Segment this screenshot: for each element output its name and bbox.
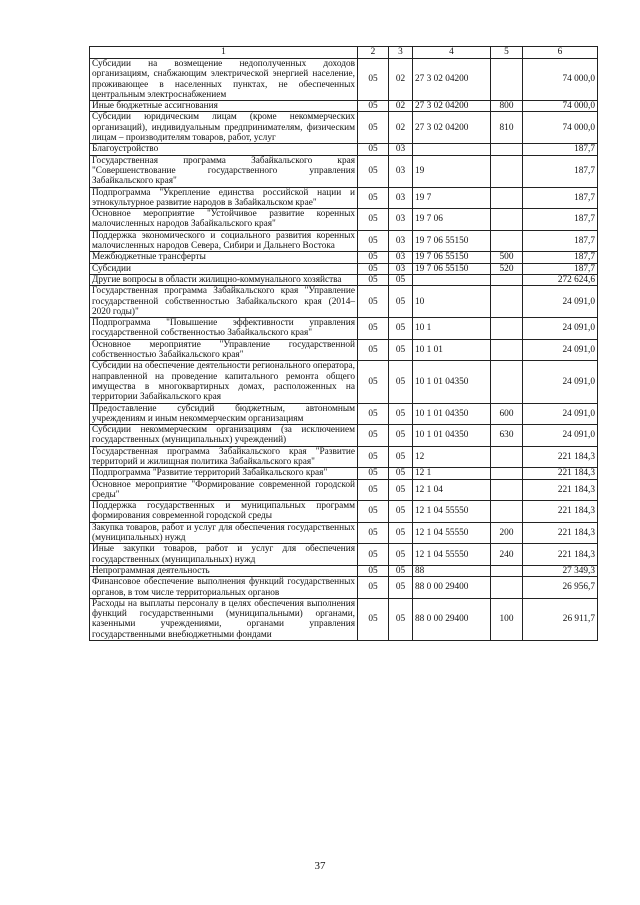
- row-subsection-cell: 05: [389, 339, 413, 361]
- row-target-article-cell: 10 1 01 04350: [413, 361, 491, 403]
- row-expense-type-cell: [491, 230, 523, 252]
- row-section-cell: 05: [358, 144, 389, 155]
- header-cell-section: 2: [358, 47, 389, 59]
- row-name-cell: Расходы на выплаты персоналу в целях обеспечения выполнения функций государственными (муниципальными) органами, казенными учреждениями, органами управления государственными внебюджетными фондами: [90, 598, 358, 640]
- row-name-cell: Субсидии юридическим лицам (кроме некоммерческих организаций), индивидуальным предпринимателям, физическим лицам – производителям товаров, работ, услуг: [90, 112, 358, 144]
- table-row: [90, 101, 598, 112]
- header-cell-amount: 6: [523, 47, 598, 59]
- row-expense-type-cell: [491, 59, 523, 101]
- row-subsection-cell: 05: [389, 274, 413, 285]
- row-amount-cell: 187,7: [523, 187, 598, 209]
- table-row: [90, 318, 598, 340]
- row-subsection-cell: 02: [389, 112, 413, 144]
- row-target-article-cell: 12 1 04 55550: [413, 522, 491, 544]
- row-target-article-cell: 27 3 02 04200: [413, 59, 491, 101]
- row-section-cell: 05: [358, 252, 389, 263]
- row-target-article-cell: 10: [413, 286, 491, 318]
- row-target-article-cell: 10 1 01 04350: [413, 403, 491, 425]
- row-target-article-cell: 27 3 02 04200: [413, 112, 491, 144]
- table-row: [90, 544, 598, 566]
- row-amount-cell: 24 091,0: [523, 361, 598, 403]
- row-expense-type-cell: 100: [491, 598, 523, 640]
- row-name-cell: Субсидии на возмещение недополученных доходов организациям, снабжающим электрической энергией население, проживающее в населенных пунктах, не обеспеченных центральным электроснабжением: [90, 59, 358, 101]
- row-target-article-cell: 19: [413, 155, 491, 187]
- table-row: [90, 187, 598, 209]
- row-section-cell: 05: [358, 425, 389, 447]
- row-target-article-cell: 88 0 00 29400: [413, 577, 491, 599]
- row-subsection-cell: 05: [389, 425, 413, 447]
- row-target-article-cell: 19 7 06 55150: [413, 230, 491, 252]
- table-row: [90, 230, 598, 252]
- row-expense-type-cell: [491, 479, 523, 501]
- row-amount-cell: 187,7: [523, 263, 598, 274]
- table-row: [90, 59, 598, 101]
- row-name-cell: Государственная программа Забайкальского края "Управление государственной собственностью Забайкальского края (2014–2020 годы)": [90, 286, 358, 318]
- row-amount-cell: 221 184,3: [523, 522, 598, 544]
- row-subsection-cell: 03: [389, 230, 413, 252]
- row-amount-cell: 24 091,0: [523, 425, 598, 447]
- row-amount-cell: 221 184,3: [523, 446, 598, 468]
- table-row: [90, 598, 598, 640]
- row-name-cell: Субсидии: [90, 263, 358, 274]
- row-subsection-cell: 05: [389, 479, 413, 501]
- row-subsection-cell: 03: [389, 155, 413, 187]
- table-row: [90, 274, 598, 285]
- row-section-cell: 05: [358, 479, 389, 501]
- row-target-article-cell: 19 7 06 55150: [413, 263, 491, 274]
- row-section-cell: 05: [358, 361, 389, 403]
- row-section-cell: 05: [358, 101, 389, 112]
- row-subsection-cell: 05: [389, 468, 413, 479]
- row-section-cell: 05: [358, 318, 389, 340]
- row-amount-cell: 24 091,0: [523, 318, 598, 340]
- row-expense-type-cell: 600: [491, 403, 523, 425]
- header-cell-expense-type: 5: [491, 47, 523, 59]
- row-name-cell: Субсидии некоммерческим организациям (за исключением государственных (муниципальных) учреждений): [90, 425, 358, 447]
- row-target-article-cell: 12 1 04 55550: [413, 501, 491, 523]
- row-subsection-cell: 05: [389, 286, 413, 318]
- row-amount-cell: 74 000,0: [523, 101, 598, 112]
- row-subsection-cell: 02: [389, 59, 413, 101]
- table-row: [90, 361, 598, 403]
- page-number: 37: [314, 860, 326, 872]
- row-expense-type-cell: [491, 577, 523, 599]
- row-name-cell: Основное мероприятие "Формирование современной городской среды": [90, 479, 358, 501]
- row-name-cell: Финансовое обеспечение выполнения функций государственных органов, в том числе территориальных органов: [90, 577, 358, 599]
- row-subsection-cell: 03: [389, 209, 413, 231]
- row-section-cell: 05: [358, 522, 389, 544]
- row-target-article-cell: 12: [413, 446, 491, 468]
- row-target-article-cell: 19 7 06 55150: [413, 252, 491, 263]
- row-subsection-cell: 05: [389, 522, 413, 544]
- row-subsection-cell: 03: [389, 252, 413, 263]
- row-expense-type-cell: [491, 209, 523, 231]
- table-row: [90, 501, 598, 523]
- table-row: [90, 425, 598, 447]
- row-section-cell: 05: [358, 187, 389, 209]
- table-row: [90, 263, 598, 274]
- row-amount-cell: 24 091,0: [523, 403, 598, 425]
- row-name-cell: Поддержка государственных и муниципальных программ формирования современной городской среды: [90, 501, 358, 523]
- row-subsection-cell: 03: [389, 263, 413, 274]
- row-target-article-cell: 10 1 01: [413, 339, 491, 361]
- row-target-article-cell: 19 7: [413, 187, 491, 209]
- row-expense-type-cell: [491, 274, 523, 285]
- row-amount-cell: 24 091,0: [523, 339, 598, 361]
- table-row: [90, 577, 598, 599]
- table-row: [90, 339, 598, 361]
- row-name-cell: Закупка товаров, работ и услуг для обеспечения государственных (муниципальных) нужд: [90, 522, 358, 544]
- table-row: [90, 209, 598, 231]
- row-name-cell: Непрограммная деятельность: [90, 565, 358, 576]
- header-cell-name: 1: [90, 47, 358, 59]
- row-expense-type-cell: [491, 155, 523, 187]
- row-subsection-cell: 05: [389, 361, 413, 403]
- row-amount-cell: 187,7: [523, 155, 598, 187]
- row-name-cell: Благоустройство: [90, 144, 358, 155]
- row-expense-type-cell: 240: [491, 544, 523, 566]
- row-expense-type-cell: 800: [491, 101, 523, 112]
- table-row: [90, 252, 598, 263]
- budget-table-body: [90, 47, 598, 641]
- row-amount-cell: 74 000,0: [523, 112, 598, 144]
- header-cell-subsection: 3: [389, 47, 413, 59]
- table-row: [90, 155, 598, 187]
- row-section-cell: 05: [358, 263, 389, 274]
- row-section-cell: 05: [358, 446, 389, 468]
- row-amount-cell: 26 956,7: [523, 577, 598, 599]
- table-row: [90, 479, 598, 501]
- row-name-cell: Подпрограмма "Укрепление единства российской нации и этнокультурное развитие народов в Забайкальском крае": [90, 187, 358, 209]
- row-section-cell: 05: [358, 565, 389, 576]
- row-name-cell: Иные закупки товаров, работ и услуг для обеспечения государственных (муниципальных) нужд: [90, 544, 358, 566]
- row-expense-type-cell: [491, 339, 523, 361]
- row-section-cell: 05: [358, 468, 389, 479]
- row-name-cell: Подпрограмма "Повышение эффективности управления государственной собственностью Забайкальского края": [90, 318, 358, 340]
- row-amount-cell: 26 911,7: [523, 598, 598, 640]
- row-subsection-cell: 05: [389, 577, 413, 599]
- row-subsection-cell: 03: [389, 144, 413, 155]
- row-amount-cell: 187,7: [523, 209, 598, 231]
- row-amount-cell: 221 184,3: [523, 501, 598, 523]
- row-amount-cell: 74 000,0: [523, 59, 598, 101]
- row-target-article-cell: 12 1 04 55550: [413, 544, 491, 566]
- row-name-cell: Государственная программа Забайкальского края "Совершенствование государственного управления Забайкальского края": [90, 155, 358, 187]
- row-target-article-cell: [413, 144, 491, 155]
- row-section-cell: 05: [358, 209, 389, 231]
- row-expense-type-cell: 200: [491, 522, 523, 544]
- budget-table: [89, 46, 598, 641]
- row-target-article-cell: [413, 274, 491, 285]
- row-expense-type-cell: [491, 501, 523, 523]
- row-section-cell: 05: [358, 577, 389, 599]
- row-expense-type-cell: 500: [491, 252, 523, 263]
- row-amount-cell: 187,7: [523, 252, 598, 263]
- row-target-article-cell: 10 1: [413, 318, 491, 340]
- row-target-article-cell: 88: [413, 565, 491, 576]
- row-section-cell: 05: [358, 112, 389, 144]
- row-subsection-cell: 03: [389, 187, 413, 209]
- row-amount-cell: 221 184,3: [523, 468, 598, 479]
- table-row: [90, 144, 598, 155]
- row-expense-type-cell: [491, 318, 523, 340]
- row-subsection-cell: 05: [389, 565, 413, 576]
- row-amount-cell: 27 349,3: [523, 565, 598, 576]
- table-row: [90, 403, 598, 425]
- row-name-cell: Предоставление субсидий бюджетным, автономным учреждениям и иным некоммерческим организациям: [90, 403, 358, 425]
- row-amount-cell: 24 091,0: [523, 286, 598, 318]
- row-name-cell: Основное мероприятие "Устойчивое развитие коренных малочисленных народов Забайкальского края": [90, 209, 358, 231]
- row-expense-type-cell: 630: [491, 425, 523, 447]
- row-name-cell: Государственная программа Забайкальского края "Развитие территорий и жилищная политика Забайкальского края": [90, 446, 358, 468]
- row-name-cell: Другие вопросы в области жилищно-коммунального хозяйства: [90, 274, 358, 285]
- table-row: [90, 565, 598, 576]
- row-target-article-cell: 88 0 00 29400: [413, 598, 491, 640]
- row-target-article-cell: 10 1 01 04350: [413, 425, 491, 447]
- row-subsection-cell: 05: [389, 403, 413, 425]
- row-expense-type-cell: [491, 361, 523, 403]
- row-expense-type-cell: [491, 144, 523, 155]
- row-section-cell: 05: [358, 339, 389, 361]
- row-section-cell: 05: [358, 598, 389, 640]
- row-amount-cell: 187,7: [523, 144, 598, 155]
- row-section-cell: 05: [358, 230, 389, 252]
- row-name-cell: Основное мероприятие "Управление государственной собственностью Забайкальского края": [90, 339, 358, 361]
- table-row: [90, 522, 598, 544]
- row-expense-type-cell: [491, 286, 523, 318]
- table-header-row: [90, 47, 598, 59]
- header-cell-target-article: 4: [413, 47, 491, 59]
- table-row: [90, 446, 598, 468]
- row-name-cell: Межбюджетные трансферты: [90, 252, 358, 263]
- row-section-cell: 05: [358, 544, 389, 566]
- row-target-article-cell: 12 1 04: [413, 479, 491, 501]
- row-target-article-cell: 12 1: [413, 468, 491, 479]
- row-subsection-cell: 05: [389, 318, 413, 340]
- row-expense-type-cell: [491, 446, 523, 468]
- row-name-cell: Субсидии на обеспечение деятельности регионального оператора, направленной на проведение капитального ремонта общего имущества в многоквартирных домах, расположенных на территории Забайкальского края: [90, 361, 358, 403]
- row-subsection-cell: 05: [389, 544, 413, 566]
- row-expense-type-cell: [491, 468, 523, 479]
- row-target-article-cell: 19 7 06: [413, 209, 491, 231]
- table-row: [90, 468, 598, 479]
- row-expense-type-cell: [491, 565, 523, 576]
- row-name-cell: Подпрограмма "Развитие территорий Забайкальского края": [90, 468, 358, 479]
- row-section-cell: 05: [358, 403, 389, 425]
- row-subsection-cell: 05: [389, 501, 413, 523]
- row-expense-type-cell: [491, 187, 523, 209]
- table-row: [90, 112, 598, 144]
- row-section-cell: 05: [358, 155, 389, 187]
- row-expense-type-cell: 810: [491, 112, 523, 144]
- row-section-cell: 05: [358, 59, 389, 101]
- row-section-cell: 05: [358, 286, 389, 318]
- row-expense-type-cell: 520: [491, 263, 523, 274]
- row-amount-cell: 221 184,3: [523, 479, 598, 501]
- row-amount-cell: 187,7: [523, 230, 598, 252]
- row-amount-cell: 221 184,3: [523, 544, 598, 566]
- row-section-cell: 05: [358, 274, 389, 285]
- row-subsection-cell: 05: [389, 598, 413, 640]
- row-subsection-cell: 02: [389, 101, 413, 112]
- row-name-cell: Иные бюджетные ассигнования: [90, 101, 358, 112]
- row-amount-cell: 272 624,6: [523, 274, 598, 285]
- row-subsection-cell: 05: [389, 446, 413, 468]
- row-target-article-cell: 27 3 02 04200: [413, 101, 491, 112]
- table-row: [90, 286, 598, 318]
- row-section-cell: 05: [358, 501, 389, 523]
- row-name-cell: Поддержка экономического и социального развития коренных малочисленных народов Севера, Сибири и Дальнего Востока: [90, 230, 358, 252]
